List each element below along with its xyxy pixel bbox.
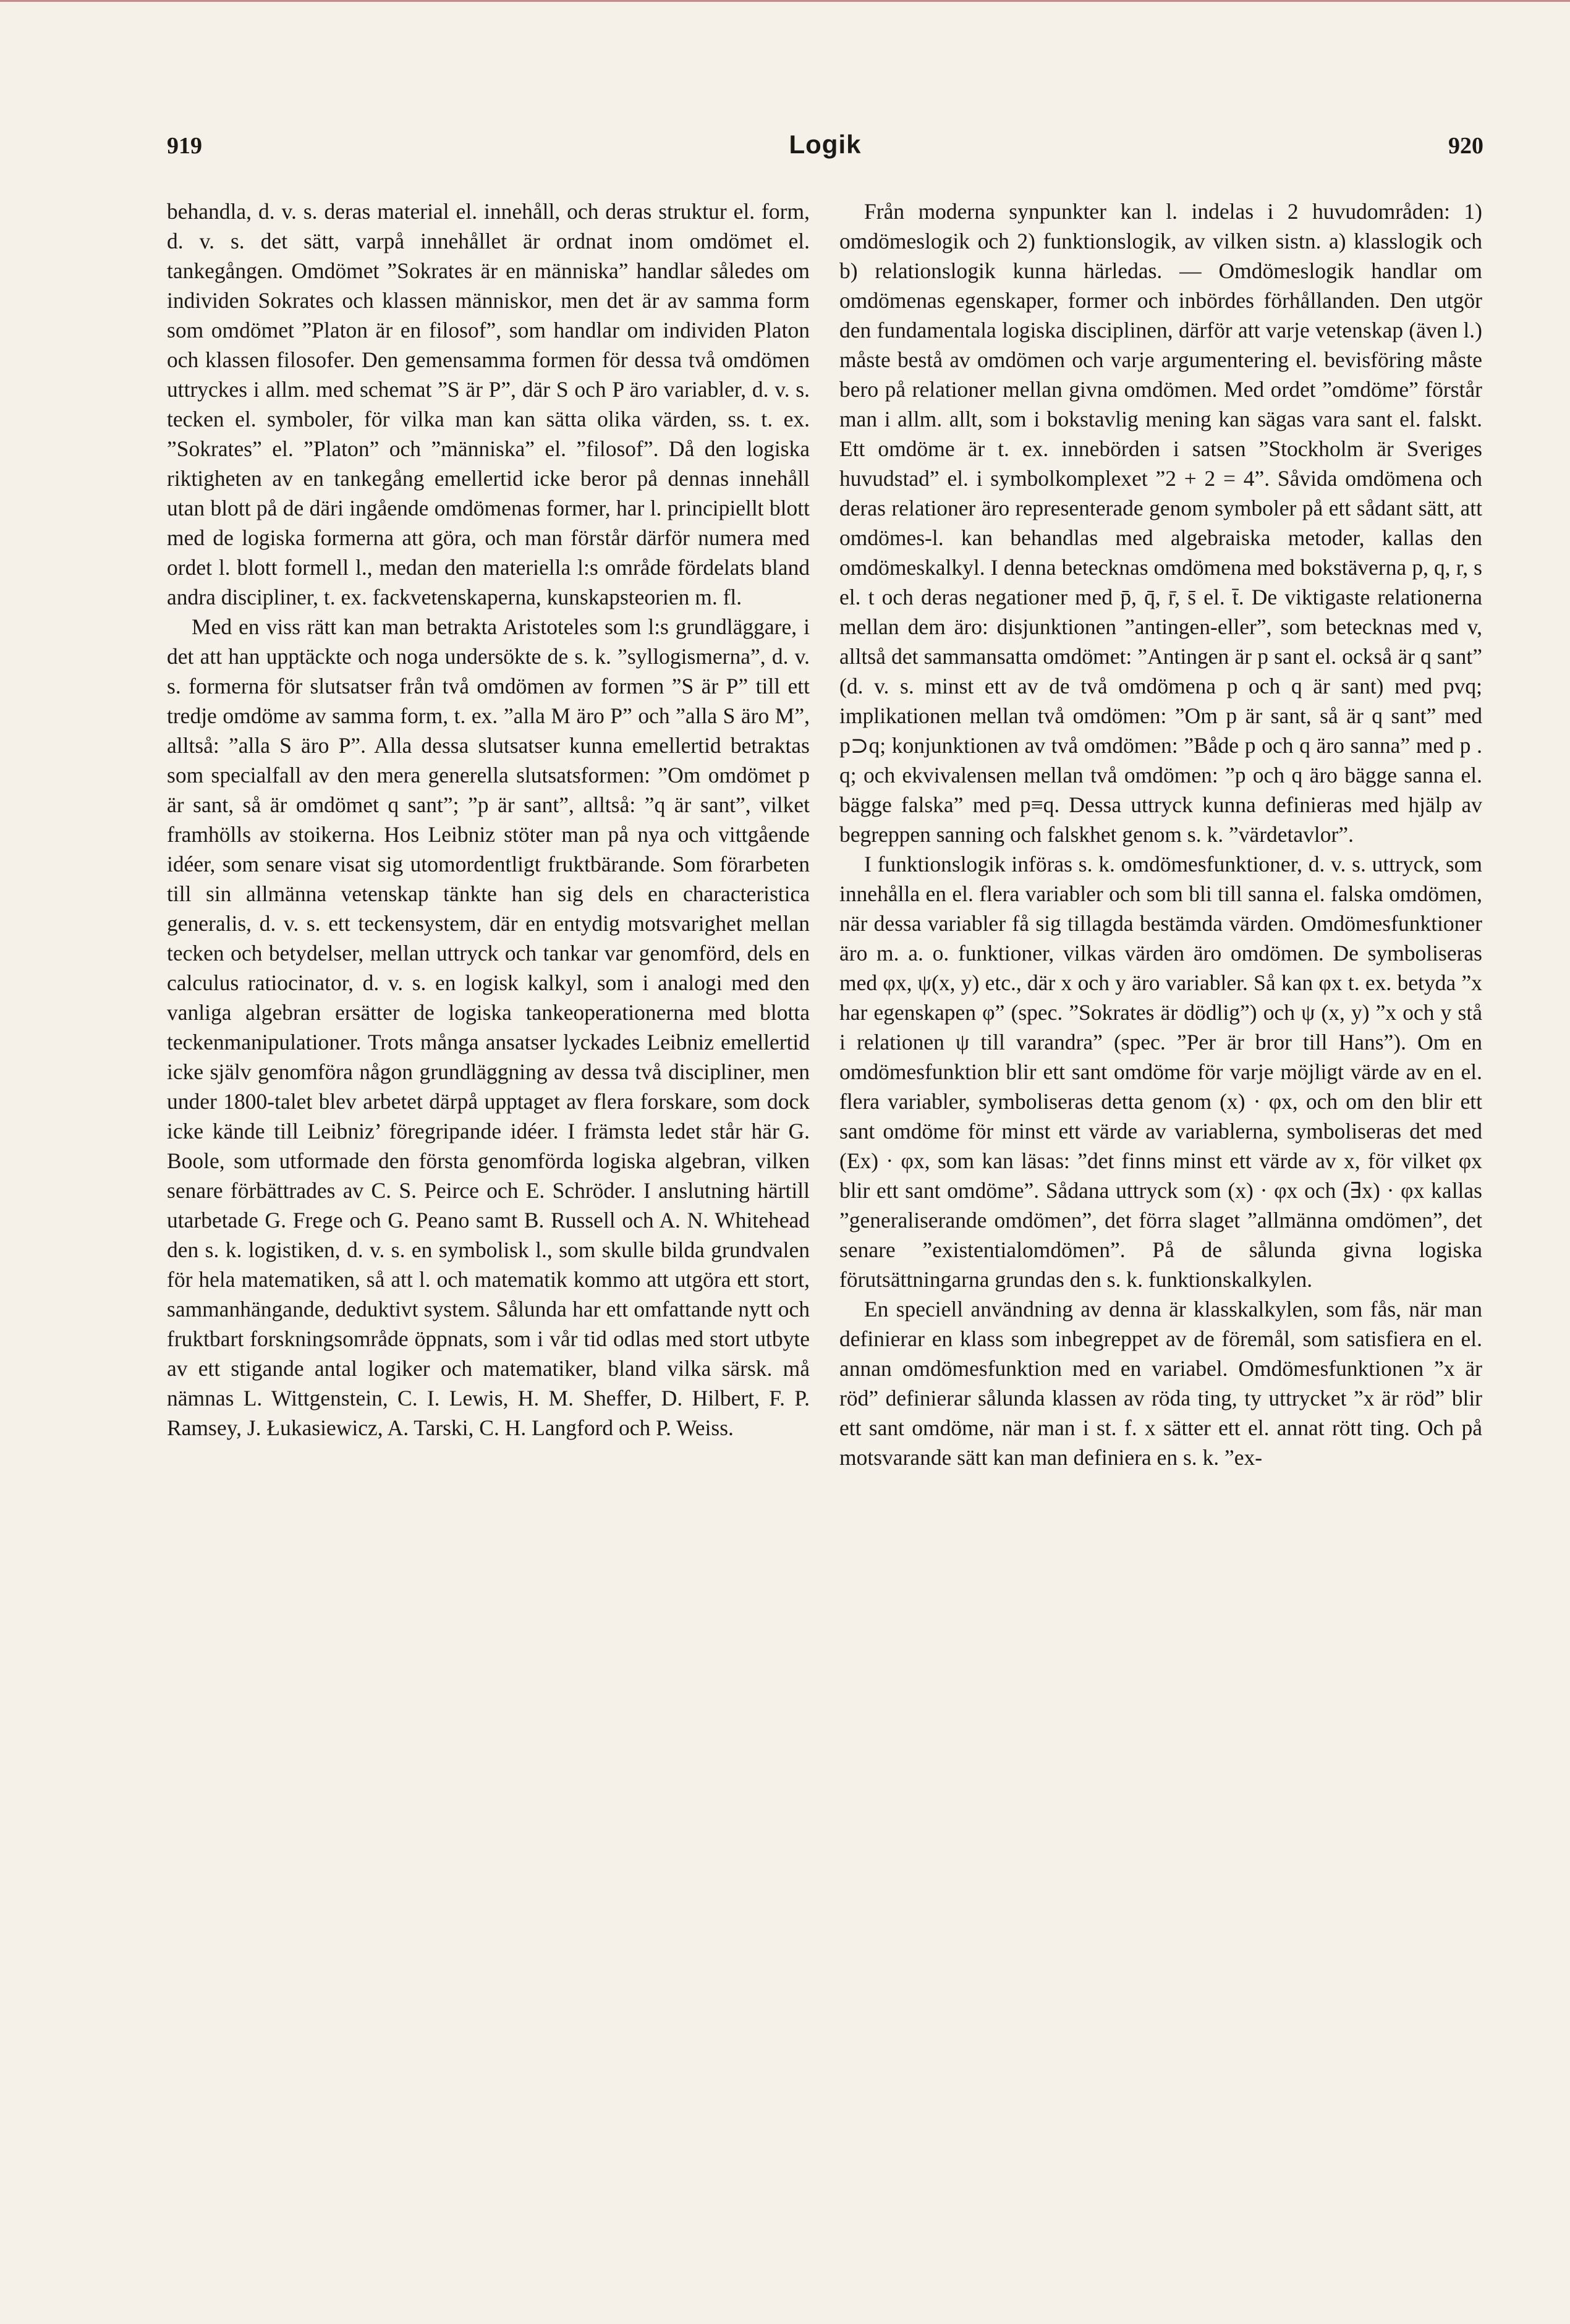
left-paragraph-1: behandla, d. v. s. deras material el. innehåll, och deras struktur el. form, d. v. s. det sätt, varpå innehållet är ordnat inom omdömet el. tankegången. Omdömet ”Sokrates är en människa” handlar således om individen Sokrates och klassen människor, men det är av samma form som omdömet ”Platon är en filosof”, som handlar om individen Platon och klassen filosofer. Den gemensamma formen för dessa två omdömen uttryckes i allm. med schemat ”S är P”, där S och P äro variabler, d. v. s. tecken el. symboler, för vilka man kan sätta olika värden, ss. t. ex. ”Sokrates” el. ”Platon” och ”människa” el. ”filosof”. Då den logiska riktigheten av en tankegång emellertid icke beror på dennas innehåll utan blott på de däri ingående omdömenas former, har l. principiellt blott med de logiska formerna att göra, och man förstår därför numera med ordet l. blott formell l., medan den materiella l:s område fördelats bland andra discipliner, t. ex. fackvetenskaperna, kunskapsteorien m. fl. [167, 199, 810, 609]
right-paragraph-3: En speciell användning av denna är klasskalkylen, som fås, när man definierar en klass som inbegreppet av de föremål, som satisfiera en el. annan omdömesfunktion med en variabel. Omdömesfunktionen ”x är röd” definierar sålunda klassen av röda ting, ty uttrycket ”x är röd” blir ett sant omdöme, när man i st. f. x sätter ett el. annat rött ting. Och på motsvarande sätt kan man definiera en s. k. ”ex- [839, 1297, 1482, 1470]
right-paragraph-1: Från moderna synpunkter kan l. indelas i 2 huvudområden: 1) omdömeslogik och 2) funktionslogik, av vilken sistn. a) klasslogik och b) relationslogik kunna härledas. — Omdömeslogik handlar om omdömenas egenskaper, former och inbördes förhållanden. Den utgör den fundamentala logiska disciplinen, därför att varje vetenskap (även l.) måste bestå av omdömen och varje argumentering el. bevisföring måste bero på relationer mellan givna omdömen. Med ordet ”omdöme” förstår man i allm. allt, som i bokstavlig mening kan sägas vara sant el. falskt. Ett omdöme är t. ex. innebörden i satsen ”Stockholm är Sveriges huvudstad” el. i symbolkomplexet ”2 + 2 = 4”. Såvida omdömena och deras relationer äro representerade genom symboler på ett sådant sätt, att omdömes-l. kan behandlas med algebraiska metoder, kallas den omdömeskalkyl. I denna betecknas omdömena med bokstäverna p, q, r, s el. t och deras negationer med p̄, q̄, r̄, s̄ el. t̄. De viktigaste relationerna mellan dem äro: disjunktionen ”antingen-eller”, som betecknas med v, alltså det sammansatta omdömet: ”Antingen är p sant el. också är q sant” (d. v. s. minst ett av de två omdömena p och q är sant) med pvq; implikationen mellan två omdömen: ”Om p är sant, så är q sant” med p⊃q; konjunktionen av två omdömen: ”Både p och q äro sanna” med p . q; och ekvivalensen mellan två omdömen: ”p och q äro bägge sanna el. bägge falska” med p≡q. Dessa uttryck kunna definieras med hjälp av begreppen sanning och falskhet genom s. k. ”värdetavlor”. [839, 199, 1482, 847]
right-paragraph-2: I funktionslogik införas s. k. omdömesfunktioner, d. v. s. uttryck, som innehålla en el. flera variabler och som bli till sanna el. falska omdömen, när dessa variabler få sig tillagda bestämda värden. Omdömesfunktioner äro m. a. o. funktioner, vilkas värden äro omdömen. De symboliseras med φx, ψ(x, y) etc., där x och y äro variabler. Så kan φx t. ex. betyda ”x har egenskapen φ” (spec. ”Sokrates är dödlig”) och ψ (x, y) ”x och y stå i relationen ψ till varandra” (spec. ”Per är bror till Hans”). Om en omdömesfunktion blir ett sant omdöme för varje möjligt värde av en el. flera variabler, symboliseras detta genom (x) · φx, och om den blir ett sant omdöme för minst ett värde av variablerna, symboliseras det med (Ex) · φx, som kan läsas: ”det finns minst ett värde av x, för vilket φx blir ett sant omdöme”. Sådana uttryck som (x) · φx och (∃x) · φx kallas ”generaliserande omdömen”, det förra slaget ”allmänna omdömen”, det senare ”existentialomdömen”. På de sålunda givna logiska förutsättningarna grundas den s. k. funktionskalkylen. [839, 852, 1482, 1292]
left-column [167, 197, 810, 1443]
page-number-right: 920 [1448, 133, 1483, 159]
page-number-left: 919 [167, 133, 202, 159]
running-head-title: Logik [789, 130, 862, 159]
right-column [839, 197, 1482, 1472]
page-header [167, 132, 1483, 169]
left-paragraph-2: Med en viss rätt kan man betrakta Aristoteles som l:s grundläggare, i det att han upptäckte och noga undersökte de s. k. ”syllogismerna”, d. v. s. formerna för slutsatser från två omdömen av formen ”S är P” till ett tredje omdöme av samma form, t. ex. ”alla M äro P” och ”alla S äro M”, alltså: ”alla S äro P”. Alla dessa slutsatser kunna emellertid betraktas som specialfall av den mera generella slutsatsformen: ”Om omdömet p är sant, så är omdömet q sant”; ”p är sant”, alltså: ”q är sant”, vilket framhölls av stoikerna. Hos Leibniz stöter man på nya och vittgående idéer, som senare visat sig utomordentligt fruktbärande. Som förarbeten till sin allmänna vetenskap tänkte han sig dels en characteristica generalis, d. v. s. ett teckensystem, där en entydig motsvarighet mellan tecken och betydelser, mellan uttryck och tankar var genomförd, dels en calculus ratiocinator, d. v. s. en logisk kalkyl, som i analogi med den vanliga algebran ersätter de logiska tankeoperationerna med blotta teckenmanipulationer. Trots många ansatser lyckades Leibniz emellertid icke själv genomföra någon grundläggning av dessa två discipliner, men under 1800-talet blev arbetet därpå upptaget av flera forskare, som dock icke kände till Leibniz’ föregripande idéer. I främsta ledet står här G. Boole, som utformade den första genomförda logiska algebran, vilken senare förbättrades av C. S. Peirce och E. Schröder. I anslutning härtill utarbetade G. Frege och G. Peano samt B. Russell och A. N. Whitehead den s. k. logistiken, d. v. s. en symbolisk l., som skulle bilda grundvalen för hela matematiken, så att l. och matematik kommo att utgöra ett stort, sammanhängande, deduktivt system. Sålunda har ett omfattande nytt och fruktbart forskningsområde öppnats, som i vår tid odlas med stort utbyte av ett stigande antal logiker och matematiker, bland vilka särsk. må nämnas L. Wittgenstein, C. I. Lewis, H. M. Sheffer, D. Hilbert, F. P. Ramsey, J. Łukasiewicz, A. Tarski, C. H. Langford och P. Weiss. [167, 614, 810, 1440]
top-edge-rule [0, 0, 1570, 2]
